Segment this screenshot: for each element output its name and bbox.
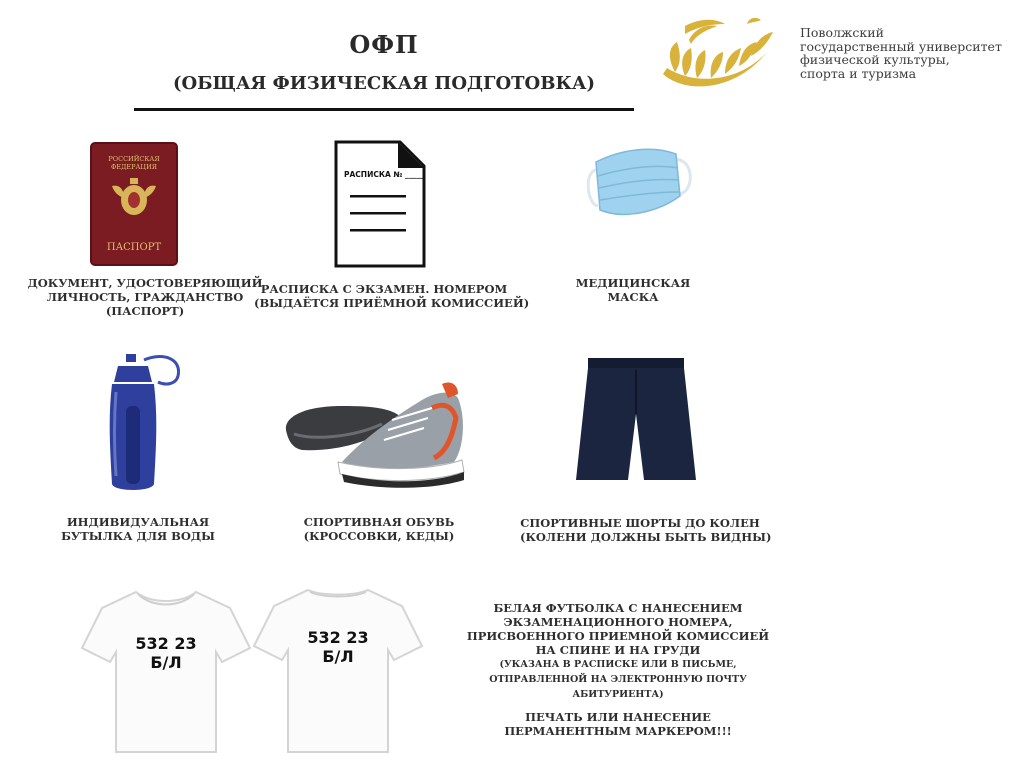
university-name-line: государственный университет <box>800 38 1002 54</box>
passport-cover-text: ПАСПОРТ <box>106 242 162 253</box>
receipt-document-icon <box>334 140 426 268</box>
tshirt-print-line: ПЕРМАНЕНТНЫМ МАРКЕРОМ!!! <box>504 724 732 738</box>
tshirt-code: Б/Л <box>322 647 354 666</box>
caption-mask <box>558 276 708 304</box>
university-name <box>800 26 1010 80</box>
tshirt-code: Б/Л <box>150 653 182 672</box>
caption-line: ДОКУМЕНТ, УДОСТОВЕРЯЮЩИЙ <box>27 276 263 290</box>
tshirt-number: 532 23 <box>307 628 369 647</box>
tshirt-number: 532 23 <box>135 634 197 653</box>
tshirt-note-line: (УКАЗАНА В РАСПИСКЕ ИЛИ В ПИСЬМЕ, <box>499 659 737 670</box>
caption-passport <box>20 276 270 318</box>
caption-line: СПОРТИВНАЯ ОБУВЬ <box>303 515 455 529</box>
tshirt-requirement-line: ПРИСВОЕННОГО ПРИЕМНОЙ КОМИССИЕЙ <box>466 629 770 643</box>
university-name-line: физической культуры, <box>800 52 950 67</box>
caption-line: МАСКА <box>607 290 659 304</box>
university-name-line: спорта и туризма <box>800 65 917 81</box>
caption-line: (ПАСПОРТ) <box>105 304 185 318</box>
tshirt-back-icon <box>252 584 424 754</box>
sneaker-icon <box>282 378 472 490</box>
university-name-line: Поволжский <box>800 25 884 40</box>
water-bottle-icon <box>100 348 184 494</box>
sports-shorts-icon <box>574 356 698 486</box>
tshirt-print-line: ПЕЧАТЬ ИЛИ НАНЕСЕНИЕ <box>525 710 711 724</box>
tshirt-requirements <box>458 601 778 738</box>
passport-cover-text: РОССИЙСКАЯ <box>108 155 160 163</box>
caption-line: (ВЫДАЁТСЯ ПРИЁМНОЙ КОМИССИЕЙ) <box>254 296 530 310</box>
caption-shoes <box>294 515 464 543</box>
caption-line: РАСПИСКА С ЭКЗАМЕН. НОМЕРОМ <box>260 282 508 296</box>
caption-line: ИНДИВИДУАЛЬНАЯ <box>66 515 210 529</box>
page-title: ОФП <box>349 30 419 59</box>
caption-line: ЛИЧНОСТЬ, ГРАЖДАНСТВО <box>46 290 244 304</box>
caption-line: (КРОССОВКИ, КЕДЫ) <box>303 529 455 543</box>
caption-bottle <box>48 515 228 543</box>
caption-shorts <box>520 516 772 544</box>
title-underline <box>134 108 634 111</box>
passport-cover-text: ФЕДЕРАЦИЯ <box>110 163 158 171</box>
university-laurel-logo-icon <box>655 12 780 97</box>
tshirt-requirement-line: НА СПИНЕ И НА ГРУДИ <box>535 643 701 657</box>
caption-line: МЕДИЦИНСКАЯ <box>575 276 691 290</box>
passport-icon <box>90 142 178 266</box>
tshirt-requirement-line: ЭКЗАМЕНАЦИОННОГО НОМЕРА, <box>503 615 733 629</box>
tshirt-note-line: ОТПРАВЛЕННОЙ НА ЭЛЕКТРОННУЮ ПОЧТУ <box>489 674 747 685</box>
medical-mask-icon <box>584 140 696 230</box>
caption-receipt <box>254 282 530 310</box>
tshirt-front-number <box>116 634 216 672</box>
caption-line: БУТЫЛКА ДЛЯ ВОДЫ <box>61 529 215 543</box>
receipt-document-text: РАСПИСКА № _____ <box>344 170 424 179</box>
tshirt-note-line: АБИТУРИЕНТА) <box>572 689 664 700</box>
tshirt-back-number <box>288 628 388 666</box>
tshirt-requirement-line: БЕЛАЯ ФУТБОЛКА С НАНЕСЕНИЕМ <box>493 601 743 615</box>
caption-line: СПОРТИВНЫЕ ШОРТЫ ДО КОЛЕН <box>520 516 760 530</box>
page-subtitle: (ОБЩАЯ ФИЗИЧЕСКАЯ ПОДГОТОВКА) <box>172 73 595 94</box>
caption-line: (КОЛЕНИ ДОЛЖНЫ БЫТЬ ВИДНЫ) <box>520 530 772 544</box>
